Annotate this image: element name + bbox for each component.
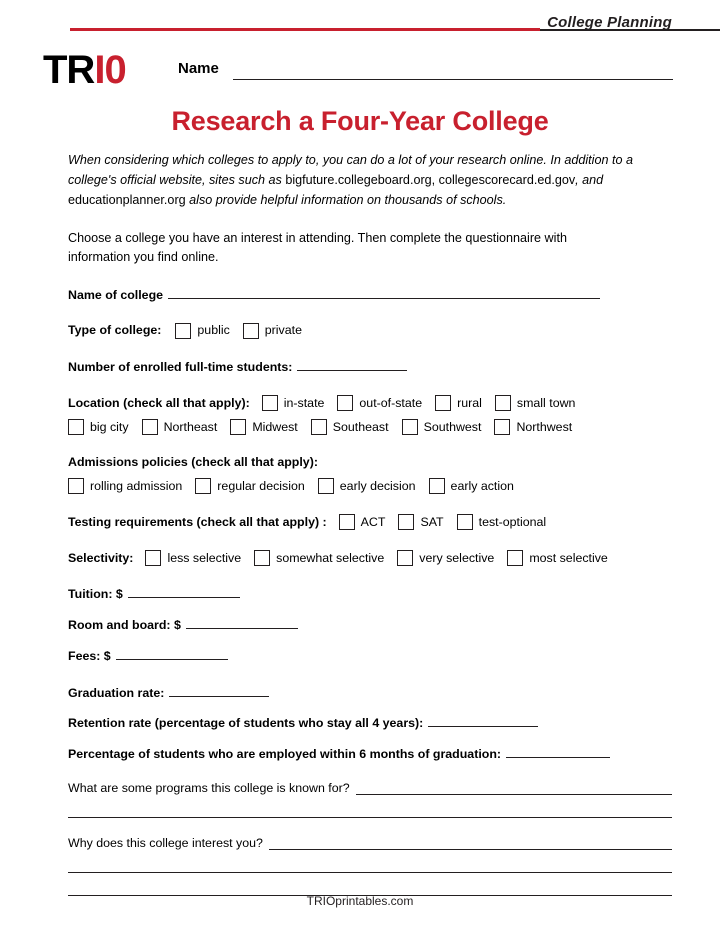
option-label: public <box>197 323 230 338</box>
checkbox-icon[interactable] <box>435 395 451 411</box>
checkbox-icon[interactable] <box>68 419 84 435</box>
checkbox-icon[interactable] <box>145 550 161 566</box>
field-testing-requirements <box>68 514 672 531</box>
testing-label: Testing requirements (check all that apply) : <box>68 514 327 529</box>
checkbox-icon[interactable] <box>142 419 158 435</box>
checkbox-icon[interactable] <box>494 419 510 435</box>
logo-text-part2: I0 <box>94 48 126 92</box>
programs-prompt-row <box>68 781 672 795</box>
header-band <box>48 0 672 44</box>
checkbox-option-northwest[interactable] <box>494 419 572 436</box>
logo-row <box>43 48 672 94</box>
checkbox-option-early-action[interactable] <box>429 478 514 495</box>
option-label: private <box>264 323 302 338</box>
checkbox-icon[interactable] <box>175 323 191 339</box>
option-label: early decision <box>339 479 416 494</box>
checkbox-option-public[interactable] <box>175 322 229 339</box>
option-label: small town <box>516 395 576 410</box>
checkbox-icon[interactable] <box>457 514 473 530</box>
checkbox-option-test-optional[interactable] <box>457 514 547 531</box>
checkbox-icon[interactable] <box>195 478 211 494</box>
checkbox-icon[interactable] <box>311 419 327 435</box>
interest-answer-line-3[interactable] <box>68 873 672 896</box>
option-label: very selective <box>419 550 495 565</box>
option-label: in-state <box>283 395 325 410</box>
checkbox-icon[interactable] <box>262 395 278 411</box>
checkbox-option-early-decision[interactable] <box>318 478 416 495</box>
retention-input-line[interactable] <box>428 714 538 727</box>
field-selectivity <box>68 550 672 567</box>
room-board-label: Room and board: $ <box>68 618 181 633</box>
intro-paragraph <box>68 151 662 211</box>
option-label: Southeast <box>332 419 389 434</box>
college-name-input-line[interactable] <box>168 286 600 299</box>
option-label: Northeast <box>163 419 218 434</box>
checkbox-icon[interactable] <box>429 478 445 494</box>
field-location-row2 <box>68 419 672 436</box>
interest-prompt-row <box>68 836 672 850</box>
option-label: SAT <box>420 514 444 529</box>
enrolled-label: Number of enrolled full-time students: <box>68 360 293 375</box>
intro-part3: also provide helpful information on thousands of schools. <box>185 192 507 207</box>
option-label: Southwest <box>423 419 482 434</box>
checkbox-option-sat[interactable] <box>398 514 443 531</box>
name-label: Name <box>178 60 219 77</box>
field-programs-question <box>68 781 672 818</box>
checkbox-icon[interactable] <box>68 478 84 494</box>
field-enrolled-students <box>68 358 672 376</box>
checkbox-option-southwest[interactable] <box>402 419 482 436</box>
field-interest-question <box>68 836 672 896</box>
checkbox-icon[interactable] <box>397 550 413 566</box>
employed-input-line[interactable] <box>506 745 610 758</box>
header-category: College Planning <box>547 14 672 31</box>
checkbox-option-out-of-state[interactable] <box>337 395 422 412</box>
field-room-and-board <box>68 616 672 634</box>
field-location-row1 <box>68 395 672 412</box>
intro-site-1: bigfuture.collegeboard.org <box>285 172 432 187</box>
intro-sep-1: , <box>431 172 439 187</box>
interest-answer-line-1[interactable] <box>269 836 672 850</box>
checkbox-option-small-town[interactable] <box>495 395 576 412</box>
option-label: Midwest <box>252 419 298 434</box>
graduation-label: Graduation rate: <box>68 685 165 700</box>
intro-site-3: educationplanner.org <box>68 192 186 207</box>
option-label: Northwest <box>516 419 573 434</box>
college-name-label: Name of college <box>68 287 164 302</box>
checkbox-option-in-state[interactable] <box>262 395 325 412</box>
option-label: most selective <box>529 550 608 565</box>
checkbox-option-less-selective[interactable] <box>145 550 241 567</box>
checkbox-option-northeast[interactable] <box>142 419 218 436</box>
option-label: rolling admission <box>90 479 183 494</box>
option-label: somewhat selective <box>276 550 385 565</box>
checkbox-option-very-selective[interactable] <box>397 550 494 567</box>
graduation-input-line[interactable] <box>169 684 269 697</box>
field-tuition <box>68 585 672 603</box>
field-college-name <box>68 286 672 304</box>
option-label: ACT <box>360 514 386 529</box>
option-label: test-optional <box>478 514 547 529</box>
intro-site-2: collegescorecard.ed.gov <box>438 172 576 187</box>
checkbox-icon[interactable] <box>337 395 353 411</box>
option-label: early action <box>450 479 514 494</box>
option-label: rural <box>457 395 482 410</box>
option-label: less selective <box>167 550 242 565</box>
admissions-label: Admissions policies (check all that apply): <box>68 455 318 470</box>
tuition-input-line[interactable] <box>128 585 240 598</box>
footer-url: TRIOprintables.com <box>306 894 414 908</box>
programs-answer-line-1[interactable] <box>356 781 672 795</box>
field-fees <box>68 647 672 665</box>
checkbox-icon[interactable] <box>398 514 414 530</box>
checkbox-icon[interactable] <box>507 550 523 566</box>
employed-label: Percentage of students who are employed within 6 months of graduation: <box>68 746 502 761</box>
enrolled-input-line[interactable] <box>297 358 407 371</box>
instructions-paragraph: Choose a college you have an interest in attending. Then complete the questionnaire with information you find online. <box>68 230 567 265</box>
interest-answer-line-2[interactable] <box>68 850 672 873</box>
fees-label: Fees: $ <box>68 648 111 663</box>
selectivity-label: Selectivity: <box>68 550 134 565</box>
checkbox-icon[interactable] <box>402 419 418 435</box>
checkbox-option-act[interactable] <box>339 514 386 531</box>
option-label: out-of-state <box>359 395 423 410</box>
trio-logo <box>43 48 126 92</box>
field-admissions-label <box>68 454 672 471</box>
option-label: big city <box>90 419 129 434</box>
location-label: Location (check all that apply): <box>68 395 250 410</box>
programs-answer-line-2[interactable] <box>68 795 672 818</box>
checkbox-icon[interactable] <box>318 478 334 494</box>
interest-question-label: Why does this college interest you? <box>68 835 263 850</box>
checkbox-icon[interactable] <box>339 514 355 530</box>
checkbox-option-somewhat-selective[interactable] <box>254 550 384 567</box>
fees-input-line[interactable] <box>116 647 228 660</box>
logo-text-part1: TR <box>43 48 95 92</box>
checkbox-option-most-selective[interactable] <box>507 550 608 567</box>
checkbox-option-midwest[interactable] <box>230 419 297 436</box>
checkbox-option-regular-decision[interactable] <box>195 478 304 495</box>
page-title: Research a Four-Year College <box>171 106 549 136</box>
programs-question-label: What are some programs this college is known for? <box>68 780 350 795</box>
checkbox-option-southeast[interactable] <box>311 419 389 436</box>
field-graduation-rate <box>68 684 672 702</box>
college-type-label: Type of college: <box>68 323 162 338</box>
field-employed-percentage <box>68 745 672 763</box>
checkbox-icon[interactable] <box>243 323 259 339</box>
intro-part1: When considering which colleges to apply to, you can do a lot of your research online. In addition to a college's official website, sites such as <box>68 153 633 187</box>
checkbox-option-big-city[interactable] <box>68 419 129 436</box>
option-label: regular decision <box>217 479 305 494</box>
checkbox-option-rural[interactable] <box>435 395 482 412</box>
intro-part2: , and <box>575 172 604 187</box>
name-input-line[interactable] <box>233 79 673 80</box>
header-rule-red <box>70 28 540 31</box>
room-board-input-line[interactable] <box>186 616 298 629</box>
field-retention-rate <box>68 714 672 732</box>
field-admissions-options <box>68 478 672 495</box>
retention-label: Retention rate (percentage of students who stay all 4 years): <box>68 716 424 731</box>
field-college-type <box>68 322 672 339</box>
checkbox-icon[interactable] <box>254 550 270 566</box>
tuition-label: Tuition: $ <box>68 587 123 602</box>
checkbox-option-private[interactable] <box>243 322 302 339</box>
checkbox-icon[interactable] <box>495 395 511 411</box>
checkbox-icon[interactable] <box>230 419 246 435</box>
questionnaire <box>68 286 672 896</box>
checkbox-option-rolling-admission[interactable] <box>68 478 182 495</box>
